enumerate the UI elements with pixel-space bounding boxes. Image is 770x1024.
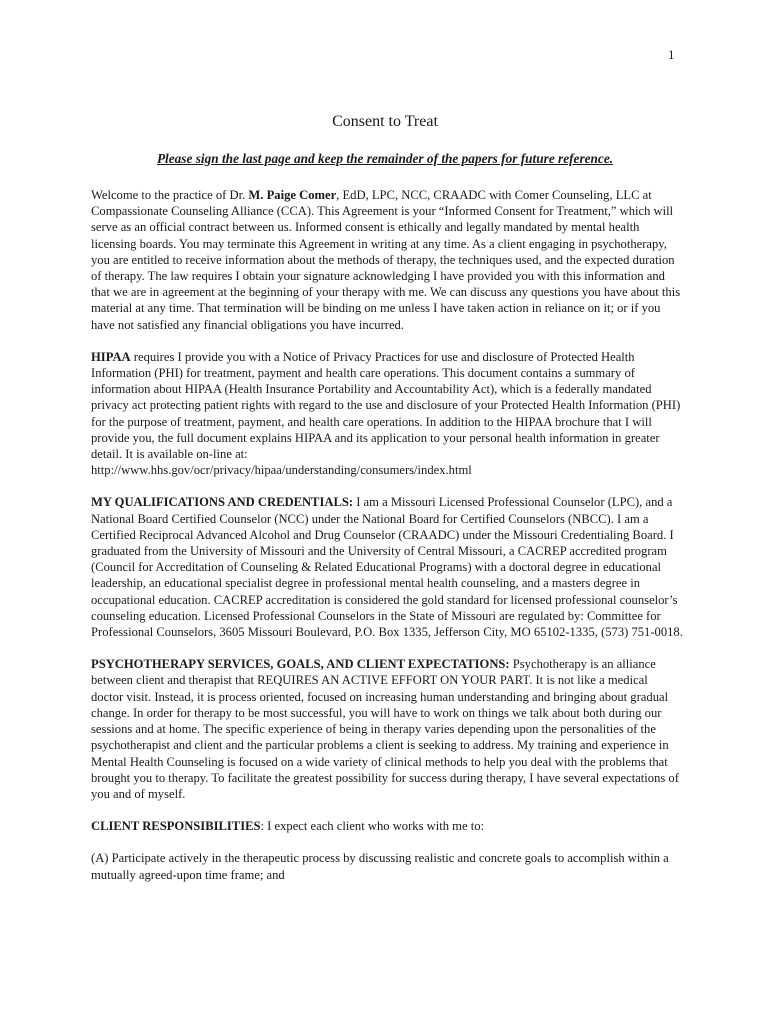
welcome-prefix: Welcome to the practice of Dr. — [91, 188, 249, 202]
responsibilities-paragraph — [91, 818, 683, 834]
page-number: 1 — [668, 47, 675, 62]
welcome-paragraph — [91, 187, 683, 333]
responsibilities-text: : I expect each client who works with me to: — [260, 819, 484, 834]
hipaa-heading: HIPAA — [91, 349, 131, 364]
responsibilities-heading: CLIENT RESPONSIBILITIES — [91, 819, 261, 834]
psychotherapy-heading: PSYCHOTHERAPY SERVICES, GOALS, AND CLIENT EXPECTATIONS: — [91, 657, 510, 672]
hipaa-text: requires I provide you with a Notice of Privacy Practices for use and disclosure of Protected Health Information (PHI) for treatment, payment and health care operations. This document contains a summary of information about HIPAA (Health Insurance Portability and Accountability Act), which is a federally mandated privacy act protecting patient rights with regard to the use and disclosure of your Protected Health Information (PHI) for the purpose of treatment, payment, and health care operations. In addition to the HIPAA brochure that I will provide you, the full document explains HIPAA and its application to your personal health information in greater detail. It is available on-line at: — [91, 349, 681, 462]
psychotherapy-paragraph — [91, 656, 683, 802]
qualifications-heading: MY QUALIFICATIONS AND CREDENTIALS: — [91, 495, 354, 510]
hipaa-url: http://www.hhs.gov/ocr/privacy/hipaa/understanding/consumers/index.html — [91, 463, 472, 478]
hipaa-paragraph — [91, 349, 683, 479]
welcome-text: , EdD, LPC, NCC, CRAADC with Comer Counseling, LLC at Compassionate Counseling Alliance (CCA). This Agreement is your “Informed Consent for Treatment,” which will serve as an official contract between us. Informed consent is ethically and legally mandated by mental health licensing boards. You may terminate this Agreement in writing at any time. As a client engaging in psychotherapy, you are entitled to receive information about the methods of therapy, the techniques used, and the expected duration of therapy. The law requires I obtain your signature acknowledging I have provided you with this information and that we are in agreement at the beginning of your therapy with me. We can discuss any questions you have about this material at any time. That termination will be binding on me unless I have taken action in reliance on it; or if you have not satisfied any financial obligations you have incurred. — [91, 188, 681, 332]
qualifications-text: I am a Missouri Licensed Professional Counselor (LPC), and a National Board Certified Counselor (NCC) under the National Board for Certified Counselors (NBCC). I am a Certified Reciprocal Advanced Alcohol and Drug Counselor (CRAADC) under the Missouri Credentialing Board. I graduated from the University of Missouri and the University of Central Missouri, a CACREP accredited program (Council for Accreditation of Counseling & Related Educational Programs) with a doctoral degree in educational leadership, an educational specialist degree in professional mental health counseling, and a masters degree in occupational education. CACREP accreditation is considered the gold standard for licensed professional counselor’s counseling education. Licensed Professional Counselors in the State of Missouri are regulated by: Committee for Professional Counselors, 3605 Missouri Boulevard, P.O. Box 1335, Jefferson City, MO 65102-1335, (573) 751-0018. — [91, 495, 683, 640]
responsibility-item-a: (A) Participate actively in the therapeutic process by discussing realistic and concrete goals to accomplish within a mutually agreed-upon time frame; and — [91, 851, 669, 882]
signing-instruction: Please sign the last page and keep the remainder of the papers for future reference. — [156, 151, 614, 166]
qualifications-paragraph — [91, 494, 683, 640]
document-title: Consent to Treat — [332, 113, 438, 130]
therapist-name: M. Paige Comer — [248, 188, 337, 202]
document-body — [91, 187, 683, 899]
psychotherapy-text: Psychotherapy is an alliance between client and therapist that REQUIRES AN ACTIVE EFFORT ON YOUR PART. It is not like a medical doctor visit. Instead, it is process oriented, focused on increasing human understanding and bringing about gradual change. In order for therapy to be most successful, you will have to work on things we talk about both during our sessions and at home. The specific experience of being in therapy varies depending upon the personalities of the psychotherapist and client and the particular problems a client is seeking to address. My training and experience in Mental Health Counseling is focused on a wide variety of clinical methods to help you deal with the problems that brought you to therapy. To facilitate the greatest possibility for success during therapy, I have several expectations of you and of myself. — [91, 657, 679, 801]
